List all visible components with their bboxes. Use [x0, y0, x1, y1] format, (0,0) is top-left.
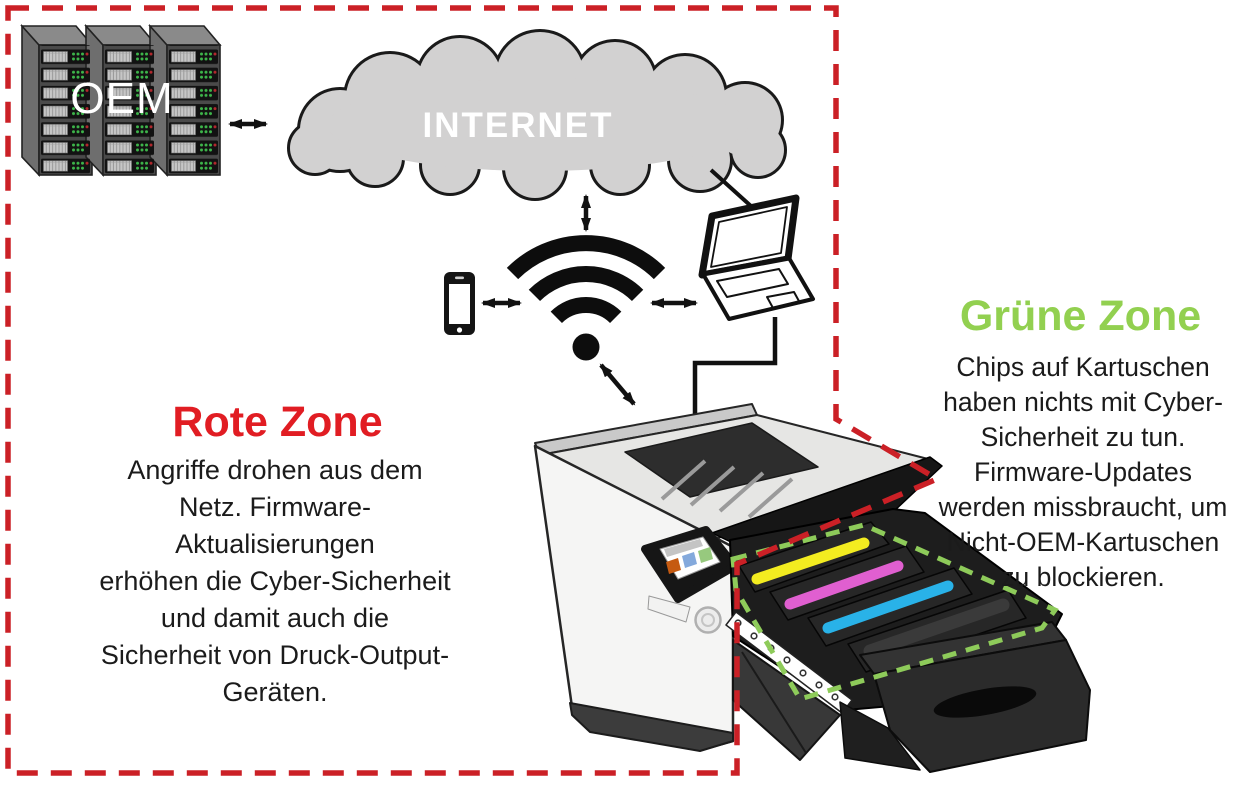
- smartphone-icon: [444, 272, 475, 335]
- wifi-printer-arrow: [601, 365, 634, 404]
- internet-label: INTERNET: [422, 106, 614, 145]
- red-zone-line: erhöhen die Cyber-Sicherheit: [99, 566, 451, 596]
- green-zone-description: [918, 350, 1239, 595]
- green-zone-line: haben nichts mit Cyber-: [943, 387, 1223, 417]
- laptop-printer-line: [695, 317, 775, 414]
- oem-label: OEM: [70, 74, 174, 123]
- red-zone-line: Netz. Firmware-: [178, 492, 371, 522]
- laptop-icon: [702, 198, 813, 319]
- red-zone-line: Geräten.: [222, 677, 328, 707]
- green-zone-title: Grüne Zone: [959, 292, 1202, 340]
- red-zone-title: Rote Zone: [172, 398, 383, 446]
- red-zone-line: Aktualisierungen: [175, 529, 375, 559]
- green-zone-line: zu blockieren.: [1001, 562, 1165, 592]
- green-zone-line: Firmware-Updates: [974, 457, 1192, 487]
- red-zone-description: [30, 452, 520, 711]
- wifi-icon: [513, 243, 660, 360]
- red-zone-line: Sicherheit von Druck-Output-: [100, 640, 450, 670]
- red-zone-line: und damit auch die: [160, 603, 390, 633]
- green-zone-line: Sicherheit zu tun.: [980, 422, 1186, 452]
- power-button: [696, 608, 721, 633]
- red-zone-line: Angriffe drohen aus dem: [127, 455, 423, 485]
- green-zone-line: Nicht-OEM-Kartuschen: [946, 527, 1220, 557]
- green-zone-line: Chips auf Kartuschen: [956, 352, 1210, 382]
- green-zone-line: werden missbraucht, um: [938, 492, 1228, 522]
